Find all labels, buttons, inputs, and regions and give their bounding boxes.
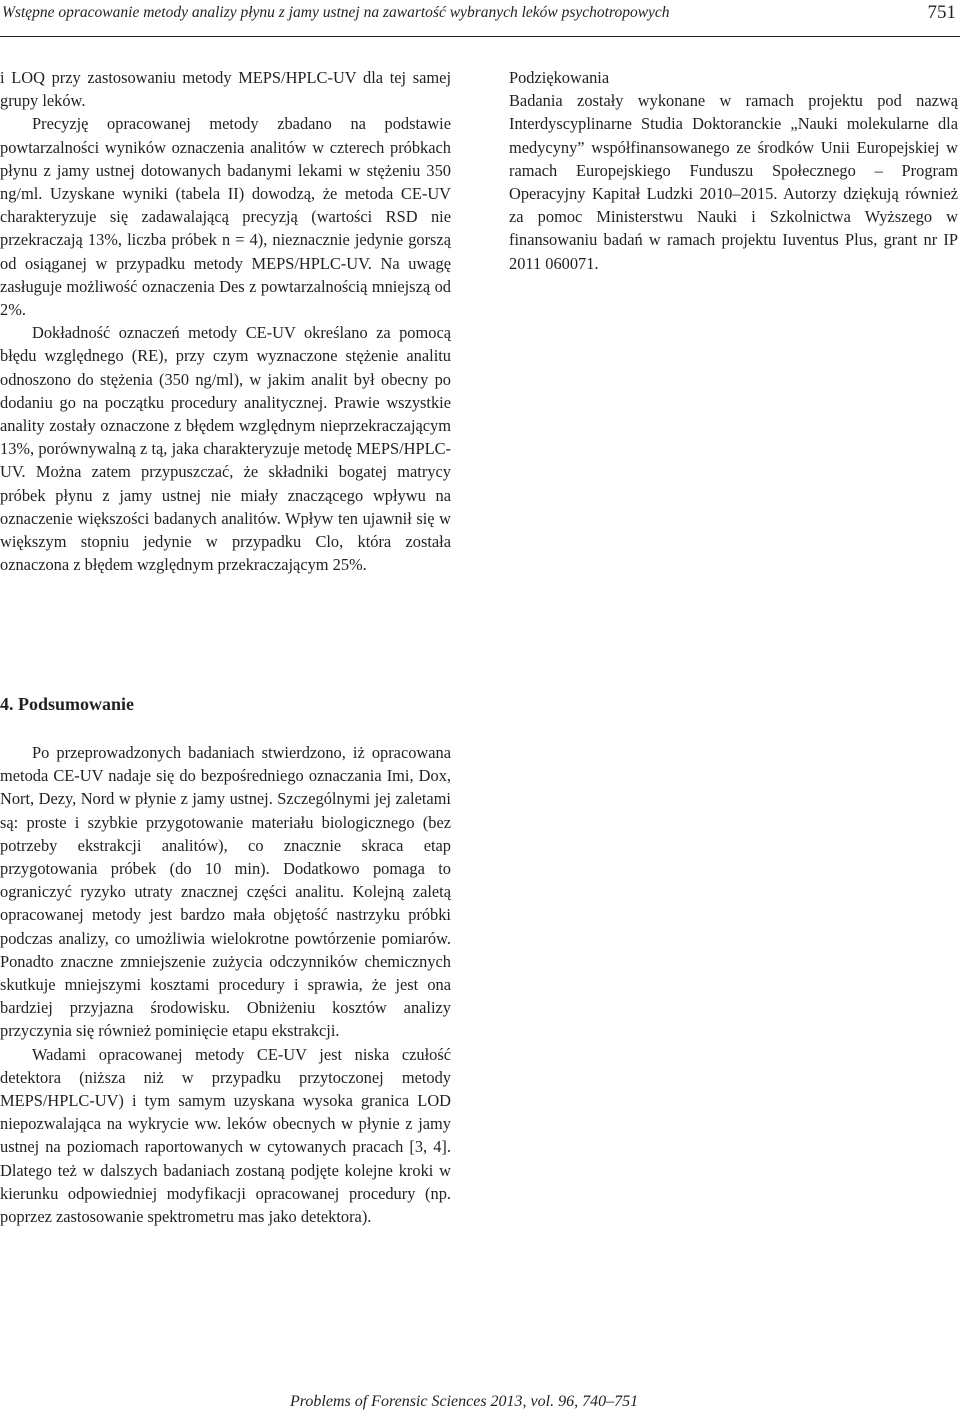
- summary-paragraph-advantages: Po przeprowadzonych badaniach stwierdzono, iż opracowana metoda CE-UV nadaje się do bezpośredniego oznaczania Imi, Dox, Nort, Dezy, Nord w płynie z jamy ustnej. Szczególnymi jej zaletami są: proste i szybkie przygotowanie materiału biologicznego (bez potrzeby ekstrakcji analitów), co znacznie skraca etap przygotowania próbek (do 10 min). Dodatkowo pomaga to ograniczyć ryzyko utraty znacznej części analitu. Kolejną zaletą opracowanej metody jest bardzo mała objętość nastrzyku próbki podczas analizy, co umożliwia wielokrotne powtórzenie pomiarów. Ponadto znaczne zmniejszenie zużycia odczynników chemicznych skutkuje mniejszymi kosztami procedury i sprawia, że jest ona bardziej przyjazna środowisku. Obniżeniu kosztów analizy przyczynia się również pominięcie etapu ekstrakcji.: [0, 743, 451, 1041]
- acknowledgements-heading: Podziękowania: [509, 68, 610, 87]
- paragraph-accuracy: Dokładność oznaczeń metody CE-UV określano za pomocą błędu względnego (RE), przy czym wyznaczone stężenie analitu odnoszono do stężenia (350 ng/ml), w jakim analit był obecny po dodaniu go na początku procedury analitycznej. Prawie wszystkie anality zostały oznaczone z błędem względnym nieprzekraczającym 13%, porównywalną z tą, jaka charakteryzuje metodę MEPS/HPLC-UV. Można zatem przypuszczać, że składniki bogatej matrycy próbek płynu z jamy ustnej nie miały znaczącego wpływu na oznaczenie większości badanych analitów. Wpływ ten ujawnił się w większym stopniu jedynie w przypadku Clo, która została oznaczona z błędem względnym przekraczającym 25%.: [0, 323, 451, 575]
- page-number: 751: [927, 2, 956, 23]
- summary-heading: 4. Podsumowanie: [0, 694, 135, 714]
- journal-citation-footer: Problems of Forensic Sciences 2013, vol. 96, 740–751: [290, 1393, 639, 1410]
- acknowledgements-paragraph: Badania zostały wykonane w ramach projektu pod nazwą Interdyscyplinarne Studia Doktoranckie „Nauki molekularne dla medycyny” współfinansowanego ze środków Unii Europejskiej w ramach Europejskiego Funduszu Społecznego – Program Operacyjny Kapitał Ludzki 2010–2015. Autorzy dziękują również za pomoc Ministerstwu Nauki i Szkolnictwa Wyższego w finansowaniu badań w ramach projektu Iuventus Plus, grant nr IP 2011 060071.: [509, 91, 958, 273]
- right-column: [509, 66, 958, 275]
- running-header: [0, 0, 960, 37]
- paragraph-loq-continuation: i LOQ przy zastosowaniu metody MEPS/HPLC-UV dla tej samej grupy leków.: [0, 68, 451, 111]
- summary-section: [0, 741, 451, 1228]
- running-title: Wstępne opracowanie metody analizy płynu z jamy ustnej na zawartość wybranych leków psychotropowych: [2, 4, 670, 21]
- summary-paragraph-drawbacks: Wadami opracowanej metody CE-UV jest niska czułość detektora (niższa niż w przypadku przytoczonej metody MEPS/HPLC-UV) i tym samym uzyskana wysoka granica LOD niepozwalająca na wykrycie ww. leków obecnych w płynie z jamy ustnej na poziomach raportowanych w cytowanych pracach [3, 4]. Dlatego też w dalszych badaniach zostaną podjęte kolejne kroki w kierunku odpowiedniej modyfikacji opracowanej procedury (np. poprzez zastosowanie spektrometru mas jako detektora).: [0, 1044, 451, 1227]
- left-column: [0, 66, 451, 576]
- paragraph-precision: Precyzję opracowanej metody zbadano na podstawie powtarzalności wyników oznaczenia analitów w czterech próbkach płynu z jamy ustnej dotowanych badanymi lekami w stężeniu 350 ng/ml. Uzyskane wyniki (tabela II) dowodzą, że metoda CE-UV charakteryzuje się zadawalającą precyzją (wartości RSD nie przekraczają 13%, liczba próbek n = 4), nieznacznie jedynie gorszą od osiąganej w przypadku metody MEPS/HPLC-UV. Na uwagę zasługuje możliwość oznaczenia Des z powtarzalnością mniejszą od 2%.: [0, 114, 451, 320]
